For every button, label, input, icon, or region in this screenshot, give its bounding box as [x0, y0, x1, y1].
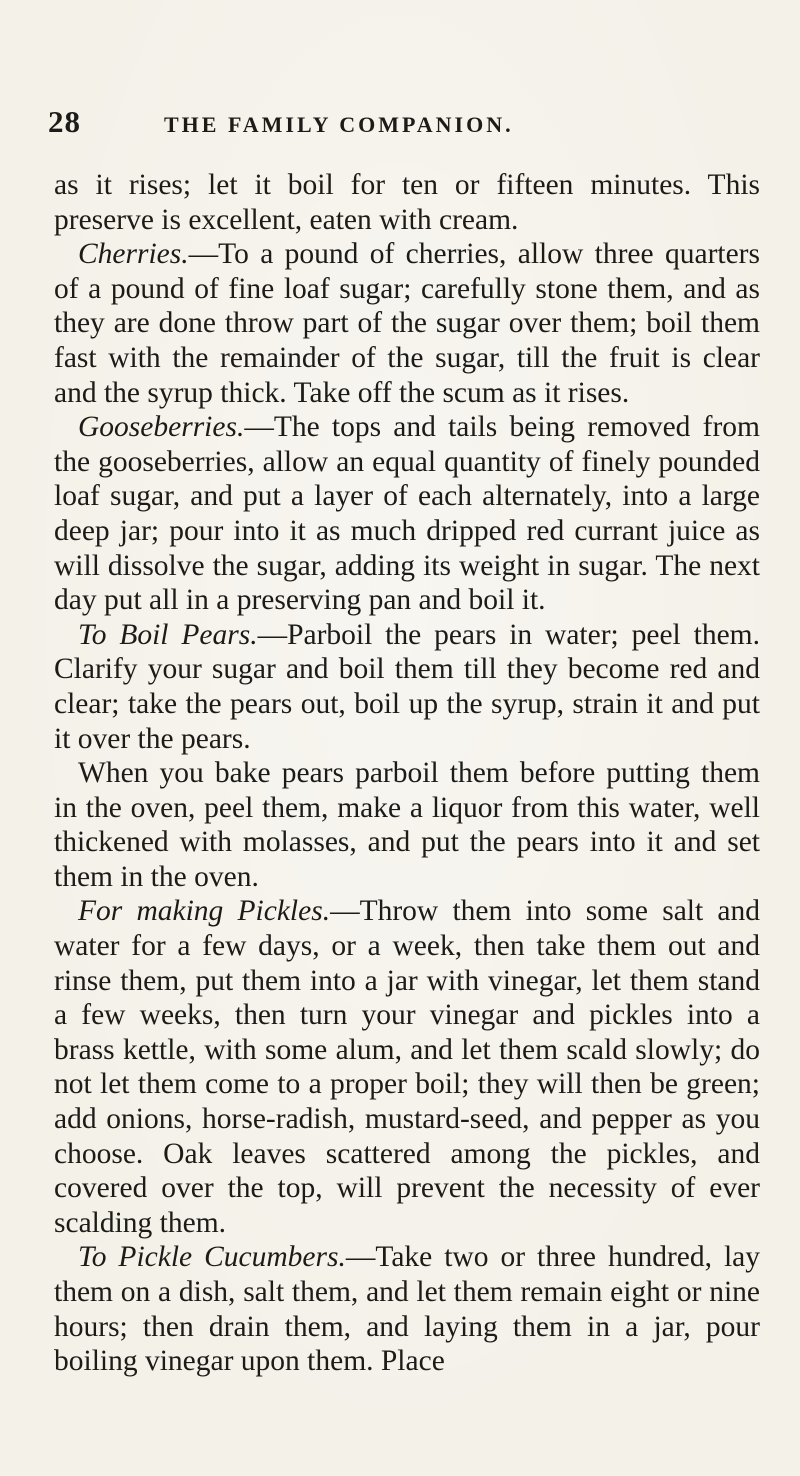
recipe-text: —The tops and tails being removed from the gooseberries, allow an equal quantity of finely pounded loaf sugar, and put a layer of each alternately, into a large deep jar; pour into it as much dripped red currant juice as will dissolve the sugar, adding its weight in sugar. The next day put all in a preserving pan and boil it. — [54, 411, 760, 617]
recipe-gooseberries — [54, 410, 760, 618]
recipe-heading: Gooseberries. — [78, 411, 245, 444]
recipe-bake-pears — [54, 756, 760, 894]
recipe-boil-pears — [54, 618, 760, 756]
recipe-text: —Parboil the pears in water; peel them. Clarify your sugar and boil them till they become red and clear; take the pears out, boil up the syrup, strain it and put it over the pears. — [54, 618, 760, 755]
page-number: 28 — [48, 104, 81, 139]
recipe-text: When you bake pears parboil them before putting them in the oven, peel them, make a liquor from this water, well thickened with molasses, and put the pears into it and set them in the oven. — [54, 757, 760, 893]
page-header — [48, 104, 768, 148]
paragraph-continuation — [54, 168, 760, 237]
recipe-heading: To Boil Pears. — [78, 618, 258, 651]
recipe-heading: For making Pickles. — [78, 895, 331, 928]
recipe-text: —Take two or three hundred, lay them on a dish, salt them, and let them remain eight or nine hours; then drain them, and laying them in a jar, pour boiling vinegar upon them. Place — [54, 1241, 760, 1378]
recipe-pickle-cucumbers — [54, 1240, 760, 1378]
recipe-heading: Cherries. — [78, 238, 189, 271]
recipe-pickles — [54, 894, 760, 1240]
recipe-heading: To Pickle Cucumbers. — [78, 1241, 346, 1274]
recipe-text: —Throw them into some salt and water for a few days, or a week, then take them out and rinse them, put them into a jar with vinegar, let them stand a few weeks, then turn your vinegar and pickles into a brass kettle, with some alum, and let them scald slowly; do not let them come to a proper boil; they will then be green; add onions, horse-radish, mustard-seed, and pepper as you choose. Oak leaves scattered among the pickles, and covered over the top, will prevent the necessity of ever scalding them. — [54, 895, 760, 1239]
body-text — [54, 168, 760, 1379]
recipe-text: —To a pound of cherries, allow three quarters of a pound of fine loaf sugar; carefully stone them, and as they are done throw part of the sugar over them; boil them fast with the remainder of the sugar, till the fruit is clear and the syrup thick. Take off the scum as it rises. — [54, 238, 760, 409]
recipe-cherries — [54, 237, 760, 410]
running-head: THE FAMILY COMPANION. — [164, 112, 514, 137]
paragraph-text: as it rises; let it boil for ten or fifteen minutes. This preserve is excellent, eaten with cream. — [54, 169, 760, 236]
